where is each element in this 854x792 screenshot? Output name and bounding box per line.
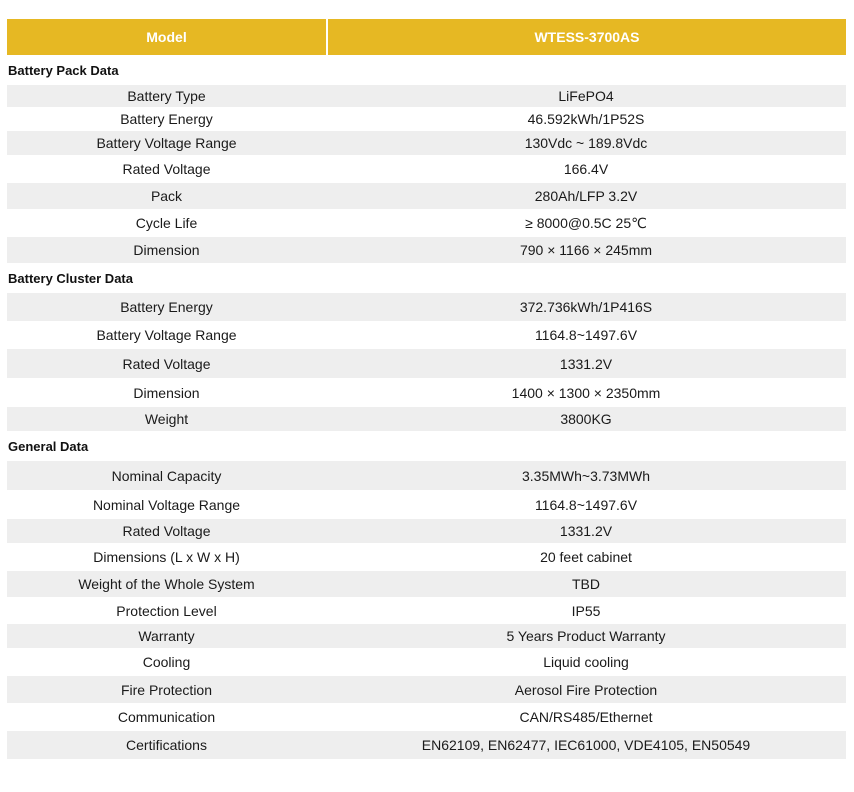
table-row <box>7 519 846 543</box>
row-value: 1331.2V <box>559 523 613 539</box>
table-row <box>7 321 846 349</box>
row-label: Rated Voltage <box>122 355 211 372</box>
row-label: Protection Level <box>116 602 217 619</box>
row-value: 1331.2V <box>559 355 613 372</box>
row-label: Battery Energy <box>120 111 213 127</box>
row-label: Communication <box>117 709 216 725</box>
row-label: Warranty <box>138 628 195 644</box>
row-value: 3800KG <box>560 411 612 427</box>
row-label: Cycle Life <box>135 215 198 231</box>
row-value: CAN/RS485/Ethernet <box>519 709 653 725</box>
table-row <box>7 183 846 209</box>
row-value: 1164.8~1497.6V <box>534 496 638 513</box>
row-value: ≥ 8000@0.5C 25℃ <box>525 214 647 231</box>
section-title-battery-pack: Battery Pack Data <box>8 62 119 78</box>
row-value: 5 Years Product Warranty <box>506 628 666 644</box>
row-value: 3.35MWh~3.73MWh <box>522 467 650 484</box>
row-label: Weight <box>144 411 189 427</box>
row-value: EN62109, EN62477, IEC61000, VDE4105, EN50549 <box>421 737 751 753</box>
section-title-general: General Data <box>8 438 89 454</box>
row-label: Weight of the Whole System <box>78 576 255 592</box>
row-label: Battery Energy <box>120 299 213 315</box>
row-label: Certifications <box>126 737 207 753</box>
table-row <box>7 731 846 759</box>
row-label: Cooling <box>142 654 191 670</box>
table-row <box>7 131 846 155</box>
row-label: Pack <box>150 188 183 204</box>
row-value: 1400 × 1300 × 2350mm <box>511 384 661 401</box>
row-label: Nominal Capacity <box>111 467 222 484</box>
row-value: Liquid cooling <box>543 654 629 670</box>
table-row <box>7 155 846 183</box>
row-value: 280Ah/LFP 3.2V <box>534 188 638 204</box>
row-value: 372.736kWh/1P416S <box>519 299 653 315</box>
row-label: Fire Protection <box>120 681 213 698</box>
row-label: Rated Voltage <box>122 523 211 539</box>
table-row <box>7 624 846 648</box>
row-label: Dimension <box>133 242 200 258</box>
row-label: Dimension <box>133 384 200 401</box>
table-row <box>7 85 846 107</box>
row-label: Dimensions (L x W x H) <box>93 549 240 565</box>
row-value: LiFePO4 <box>558 88 614 104</box>
row-value: 20 feet cabinet <box>540 549 632 565</box>
row-value: IP55 <box>571 602 601 619</box>
row-value: 1164.8~1497.6V <box>534 327 638 343</box>
row-label: Rated Voltage <box>122 161 211 177</box>
row-label: Battery Voltage Range <box>96 135 237 151</box>
table-row <box>7 703 846 731</box>
model-header: Model <box>7 19 326 55</box>
row-value: 130Vdc ~ 189.8Vdc <box>524 135 648 151</box>
table-row <box>7 407 846 431</box>
table-row <box>7 597 846 624</box>
spec-table <box>7 19 846 759</box>
table-row <box>7 237 846 263</box>
row-value: Aerosol Fire Protection <box>514 681 658 698</box>
row-value: TBD <box>572 576 600 592</box>
table-row <box>7 571 846 597</box>
table-row <box>7 648 846 676</box>
section-title-battery-cluster: Battery Cluster Data <box>8 270 133 286</box>
table-row <box>7 676 846 703</box>
table-row <box>7 209 846 237</box>
row-value: 46.592kWh/1P52S <box>527 111 645 127</box>
table-row <box>7 461 846 490</box>
row-label: Battery Type <box>127 88 206 104</box>
table-row <box>7 543 846 571</box>
table-row <box>7 293 846 321</box>
model-value-header: WTESS-3700AS <box>328 19 846 55</box>
table-row <box>7 490 846 519</box>
row-value: 790 × 1166 × 245mm <box>519 242 653 258</box>
table-row <box>7 378 846 407</box>
table-row <box>7 107 846 131</box>
table-row <box>7 349 846 378</box>
row-label: Nominal Voltage Range <box>92 496 241 513</box>
row-label: Battery Voltage Range <box>96 327 237 343</box>
table-header-row <box>7 19 846 55</box>
row-value: 166.4V <box>563 161 609 177</box>
